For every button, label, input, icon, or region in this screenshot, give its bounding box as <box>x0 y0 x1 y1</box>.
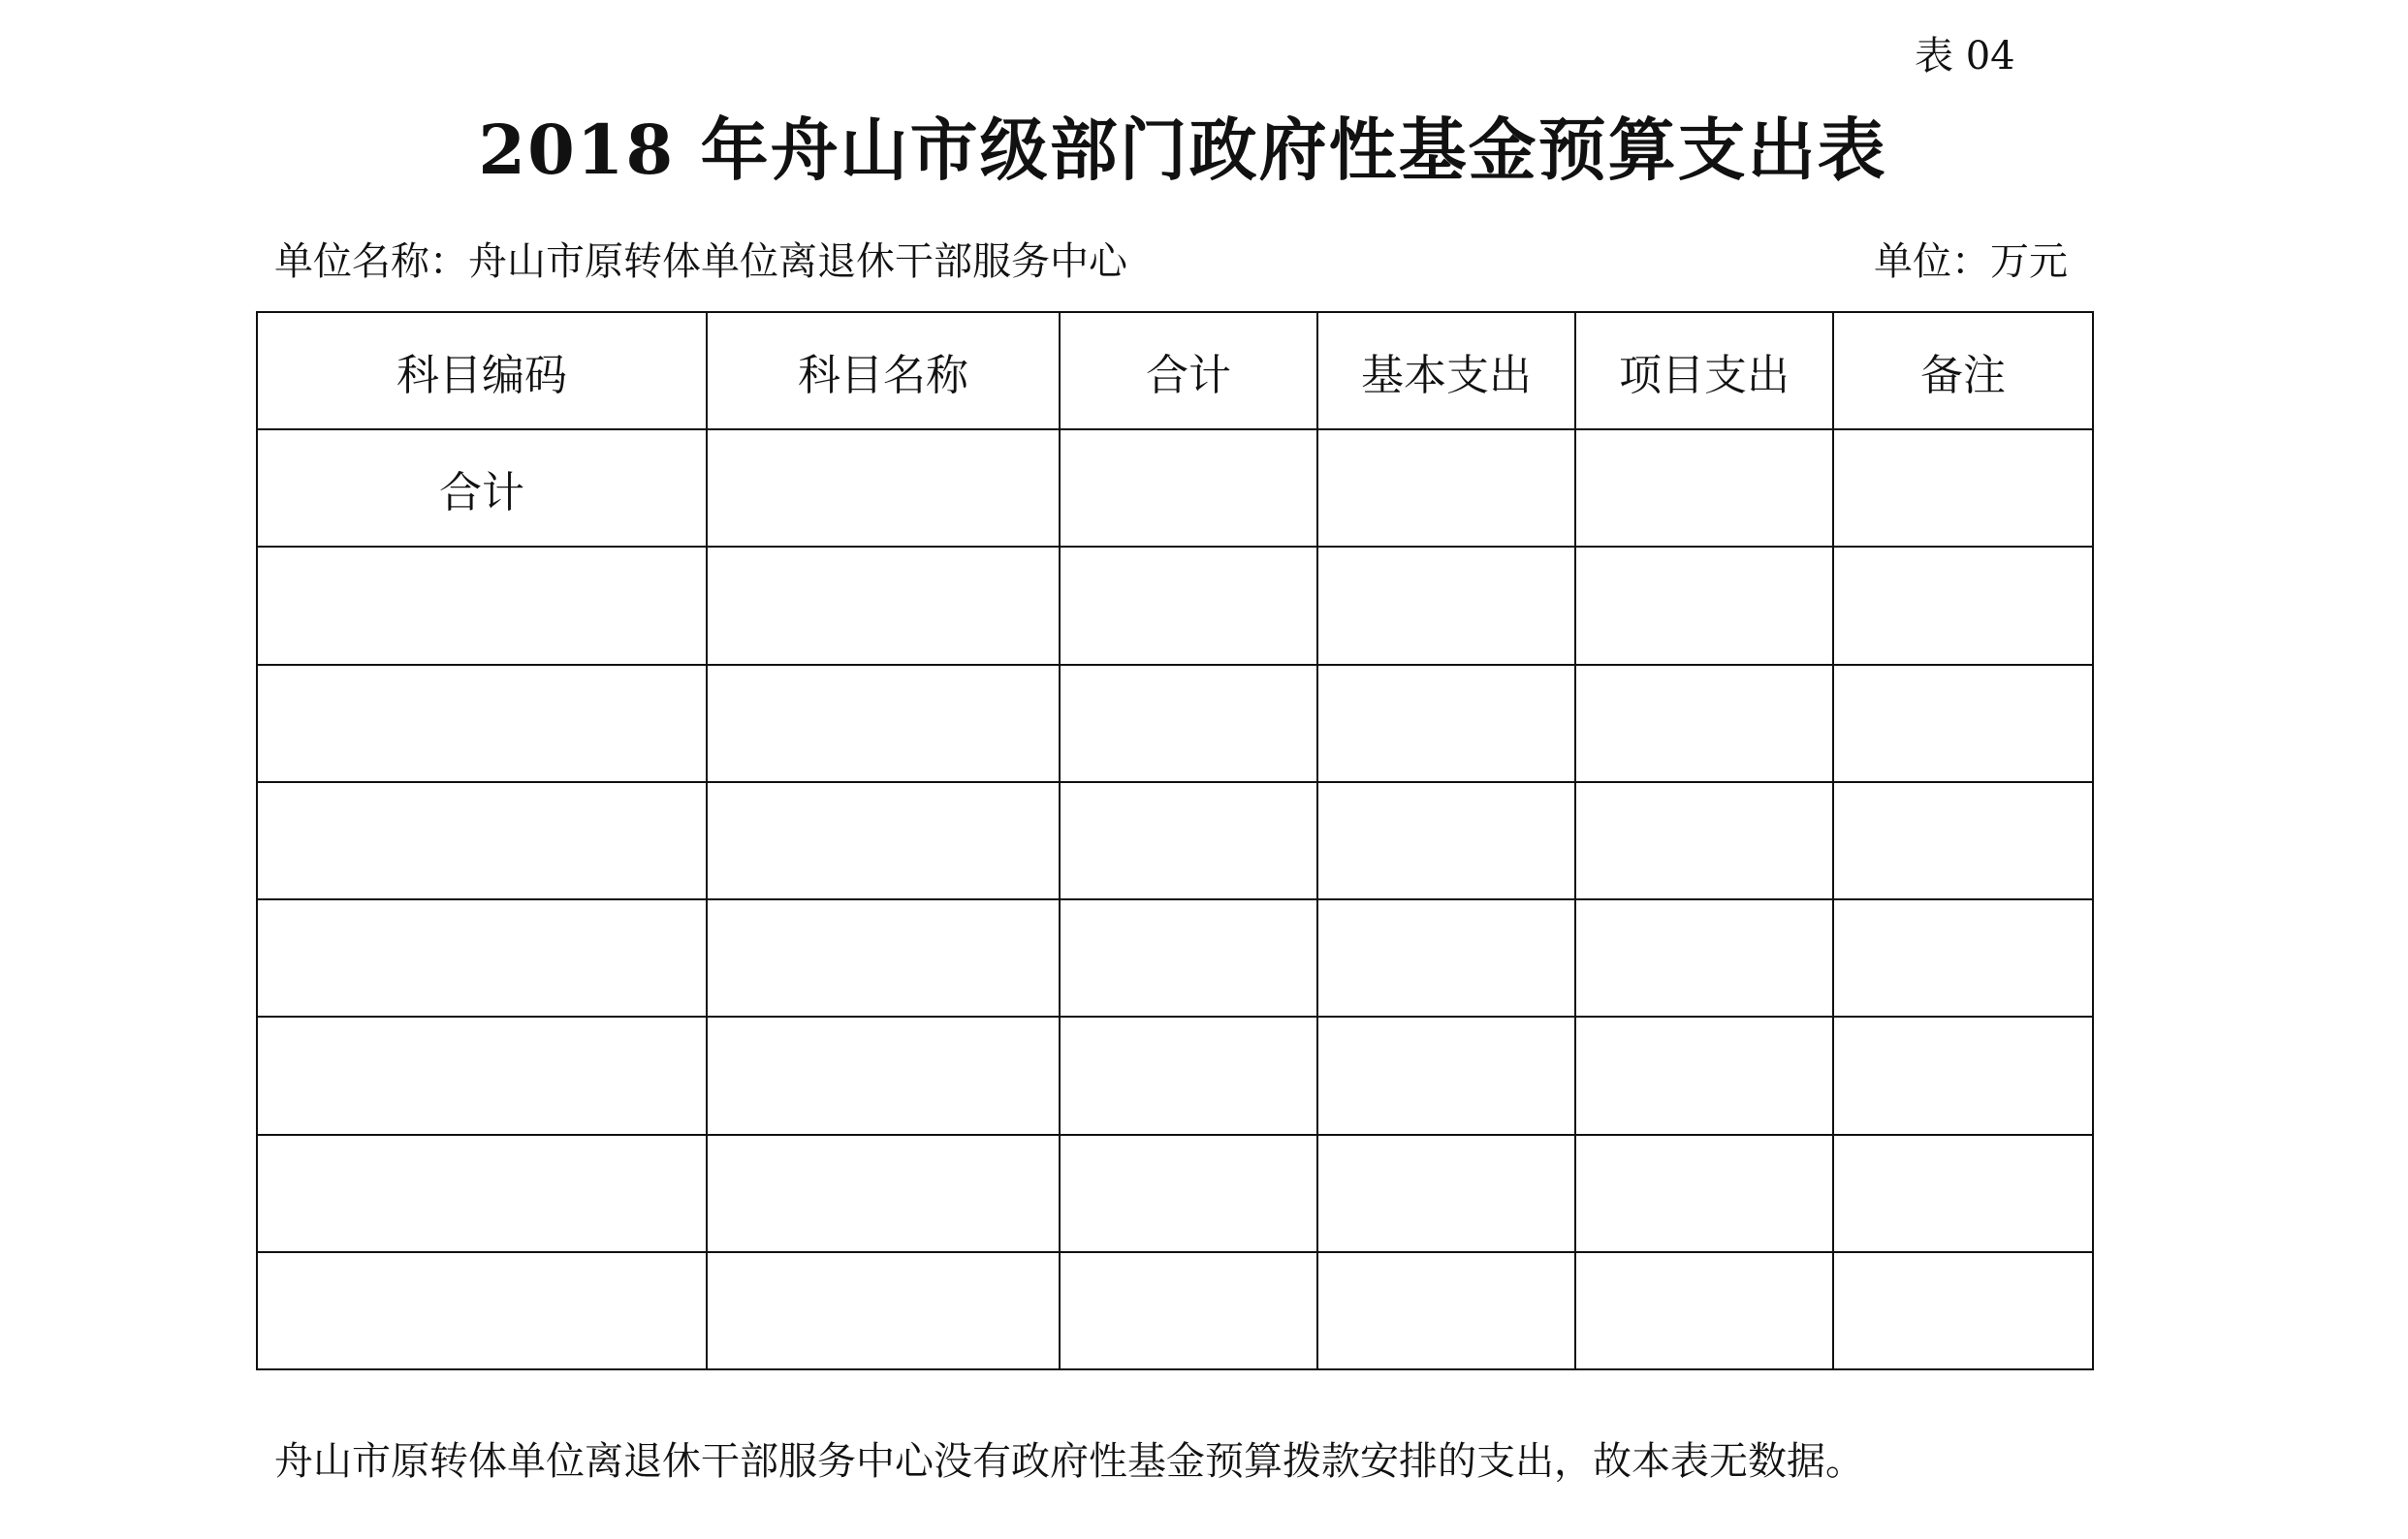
table-cell: 合计 <box>257 429 707 547</box>
table-cell <box>1317 1252 1575 1369</box>
table-cell <box>1575 547 1833 664</box>
table-cell <box>1833 1252 2093 1369</box>
table-cell <box>1317 547 1575 664</box>
table-cell <box>1575 1252 1833 1369</box>
table-cell <box>1833 1017 2093 1134</box>
table-cell <box>707 782 1060 899</box>
table-row <box>257 782 2093 899</box>
table-row <box>257 1135 2093 1252</box>
table-cell <box>1060 1017 1317 1134</box>
unit-name: 单位名称：舟山市原转体单位离退休干部服务中心 <box>274 239 1127 284</box>
table-cell <box>707 899 1060 1017</box>
table-cell <box>1060 1135 1317 1252</box>
table-cell <box>257 1252 707 1369</box>
table-cell <box>1833 665 2093 782</box>
table-cell <box>1317 899 1575 1017</box>
table-cell <box>1060 665 1317 782</box>
table-row <box>257 1017 2093 1134</box>
header-cell: 科目名称 <box>707 312 1060 429</box>
table-row <box>257 429 2093 547</box>
header-cell: 科目编码 <box>257 312 707 429</box>
table-cell <box>1833 547 2093 664</box>
table-cell <box>1060 547 1317 664</box>
table-row <box>257 547 2093 664</box>
table-cell <box>1317 1135 1575 1252</box>
table-cell <box>1060 1252 1317 1369</box>
header-cell: 备注 <box>1833 312 2093 429</box>
table-cell <box>707 547 1060 664</box>
table-cell <box>1060 899 1317 1017</box>
table-cell <box>1833 429 2093 547</box>
table-cell <box>1575 1135 1833 1252</box>
table-cell <box>707 1017 1060 1134</box>
table-cell <box>1317 1017 1575 1134</box>
table-cell <box>257 782 707 899</box>
header-cell: 合计 <box>1060 312 1317 429</box>
table-cell <box>1317 782 1575 899</box>
table-cell <box>257 547 707 664</box>
table-cell <box>1833 1135 2093 1252</box>
table-cell <box>257 1135 707 1252</box>
table-cell <box>257 665 707 782</box>
footnote: 舟山市原转体单位离退休干部服务中心没有政府性基金预算拨款安排的支出，故本表无数据。 <box>274 1439 1864 1484</box>
table-cell <box>257 899 707 1017</box>
header-cell: 基本支出 <box>1317 312 1575 429</box>
header-cell: 项目支出 <box>1575 312 1833 429</box>
table-row <box>257 665 2093 782</box>
table-cell <box>707 1135 1060 1252</box>
table-row <box>257 1252 2093 1369</box>
table-cell <box>707 665 1060 782</box>
budget-table <box>256 311 2094 1370</box>
table-cell <box>1833 782 2093 899</box>
table-cell <box>1060 429 1317 547</box>
table-cell <box>1060 782 1317 899</box>
table-cell <box>257 1017 707 1134</box>
table-number: 表 04 <box>1915 34 2015 79</box>
page-title: 2018 年舟山市级部门政府性基金预算支出表 <box>478 110 1887 190</box>
currency-unit: 单位：万元 <box>1874 239 2068 284</box>
table-cell <box>1575 782 1833 899</box>
table-cell <box>707 429 1060 547</box>
table-cell <box>1833 899 2093 1017</box>
table-cell <box>707 1252 1060 1369</box>
table-row <box>257 899 2093 1017</box>
table-header-row <box>257 312 2093 429</box>
table-cell <box>1575 1017 1833 1134</box>
table-cell <box>1575 429 1833 547</box>
table-cell <box>1575 665 1833 782</box>
table-cell <box>1575 899 1833 1017</box>
table-cell <box>1317 429 1575 547</box>
table-cell <box>1317 665 1575 782</box>
